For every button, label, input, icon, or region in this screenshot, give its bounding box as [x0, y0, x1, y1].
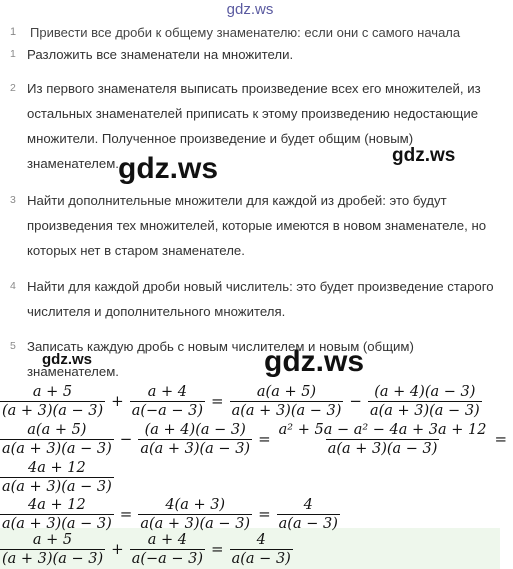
- fraction: [138, 421, 252, 458]
- operator: =: [258, 505, 271, 523]
- denominator: a(a − 3): [231, 550, 291, 567]
- step-text: Привести все дроби к общему знаменателю: если они с самого начала: [30, 25, 461, 40]
- operator: =: [211, 392, 224, 410]
- step-number: 1: [10, 26, 17, 38]
- step-text: Из первого знаменателя выписать произведение всех его множителей, из остальных знаменателей приписать к этому произведению недостающие множители. Полученное произведение и будет общим (новым) знаменателем.: [27, 81, 481, 171]
- watermark: gdz.ws: [42, 351, 93, 368]
- watermark-top: gdz.ws: [226, 1, 274, 18]
- numerator: 4a + 12: [28, 459, 86, 476]
- fraction: [230, 383, 344, 420]
- denominator: (a + 3)(a − 3): [2, 550, 104, 567]
- step-number: 4: [10, 280, 16, 292]
- numerator: 4(a + 3): [165, 496, 226, 513]
- step-number: 2: [10, 82, 16, 94]
- watermark: gdz.ws: [392, 145, 456, 166]
- equation-row-2: [0, 419, 513, 459]
- fraction: [130, 383, 205, 420]
- step-text: Найти для каждой дроби новый числитель: это будет произведение старого числителя и дополнительного множителя.: [27, 279, 494, 319]
- numerator: (a + 4)(a − 3): [144, 421, 246, 438]
- numerator: 4: [256, 531, 266, 548]
- fraction: [277, 496, 340, 533]
- operator: =: [494, 430, 508, 448]
- watermark: gdz.ws: [264, 345, 365, 378]
- numerator: a(a + 5): [27, 421, 87, 438]
- operator: +: [111, 540, 124, 558]
- operator: =: [119, 505, 133, 523]
- numerator: 4a + 12: [28, 496, 86, 513]
- step-number: 1: [10, 48, 16, 60]
- denominator: a(a + 3)(a − 3): [140, 515, 251, 532]
- step-text: Записать каждую дробь с новым числителем и новым (общим) знаменателем.: [27, 339, 414, 379]
- step-number: 5: [10, 340, 16, 352]
- denominator: (a + 3)(a − 3): [2, 402, 104, 419]
- fraction: [0, 383, 105, 420]
- fraction: [130, 531, 205, 568]
- operator: =: [258, 430, 271, 448]
- equation-row-1: [0, 381, 482, 421]
- watermark: gdz.ws: [118, 152, 219, 185]
- operator: =: [211, 540, 224, 558]
- numerator: a + 4: [147, 531, 187, 548]
- denominator: a(a + 3)(a − 3): [327, 440, 438, 457]
- step-text: Разложить все знаменатели на множители.: [27, 47, 294, 62]
- fraction: [138, 496, 252, 533]
- numerator: a(a + 5): [256, 383, 317, 400]
- fraction: [230, 531, 293, 568]
- numerator: 4: [303, 496, 313, 513]
- denominator: a(−a − 3): [131, 402, 204, 419]
- denominator: a(a + 3)(a − 3): [2, 478, 112, 495]
- equation-row-4: [0, 494, 340, 534]
- numerator: a + 4: [147, 383, 187, 400]
- equation-row-answer: [0, 529, 293, 569]
- denominator: a(a + 3)(a − 3): [140, 440, 251, 457]
- fraction: [0, 459, 114, 496]
- denominator: a(a + 3)(a − 3): [231, 402, 342, 419]
- fraction: [0, 496, 114, 533]
- step-text: Найти дополнительные множители для каждой из дробей: это будут произведения тех множителей, которые имеются в новом знаменателе, но которых нет в старом знаменателе.: [27, 193, 487, 258]
- denominator: a(a + 3)(a − 3): [369, 402, 480, 419]
- numerator: a² + 5a − a² − 4a + 3a + 12: [278, 421, 487, 438]
- denominator: a(a − 3): [278, 515, 338, 532]
- denominator: a(a + 3)(a − 3): [2, 440, 112, 457]
- fraction: [0, 421, 114, 458]
- equation-row-3: [0, 457, 114, 497]
- denominator: a(a + 3)(a − 3): [2, 515, 112, 532]
- fraction: [277, 421, 489, 458]
- numerator: a + 5: [32, 531, 73, 548]
- operator: −: [119, 430, 133, 448]
- operator: −: [349, 392, 362, 410]
- denominator: a(−a − 3): [131, 550, 204, 567]
- step-number: 3: [10, 194, 16, 206]
- numerator: a + 5: [32, 383, 73, 400]
- numerator: (a + 4)(a − 3): [374, 383, 476, 400]
- fraction: [0, 531, 105, 568]
- fraction: [368, 383, 482, 420]
- operator: +: [111, 392, 124, 410]
